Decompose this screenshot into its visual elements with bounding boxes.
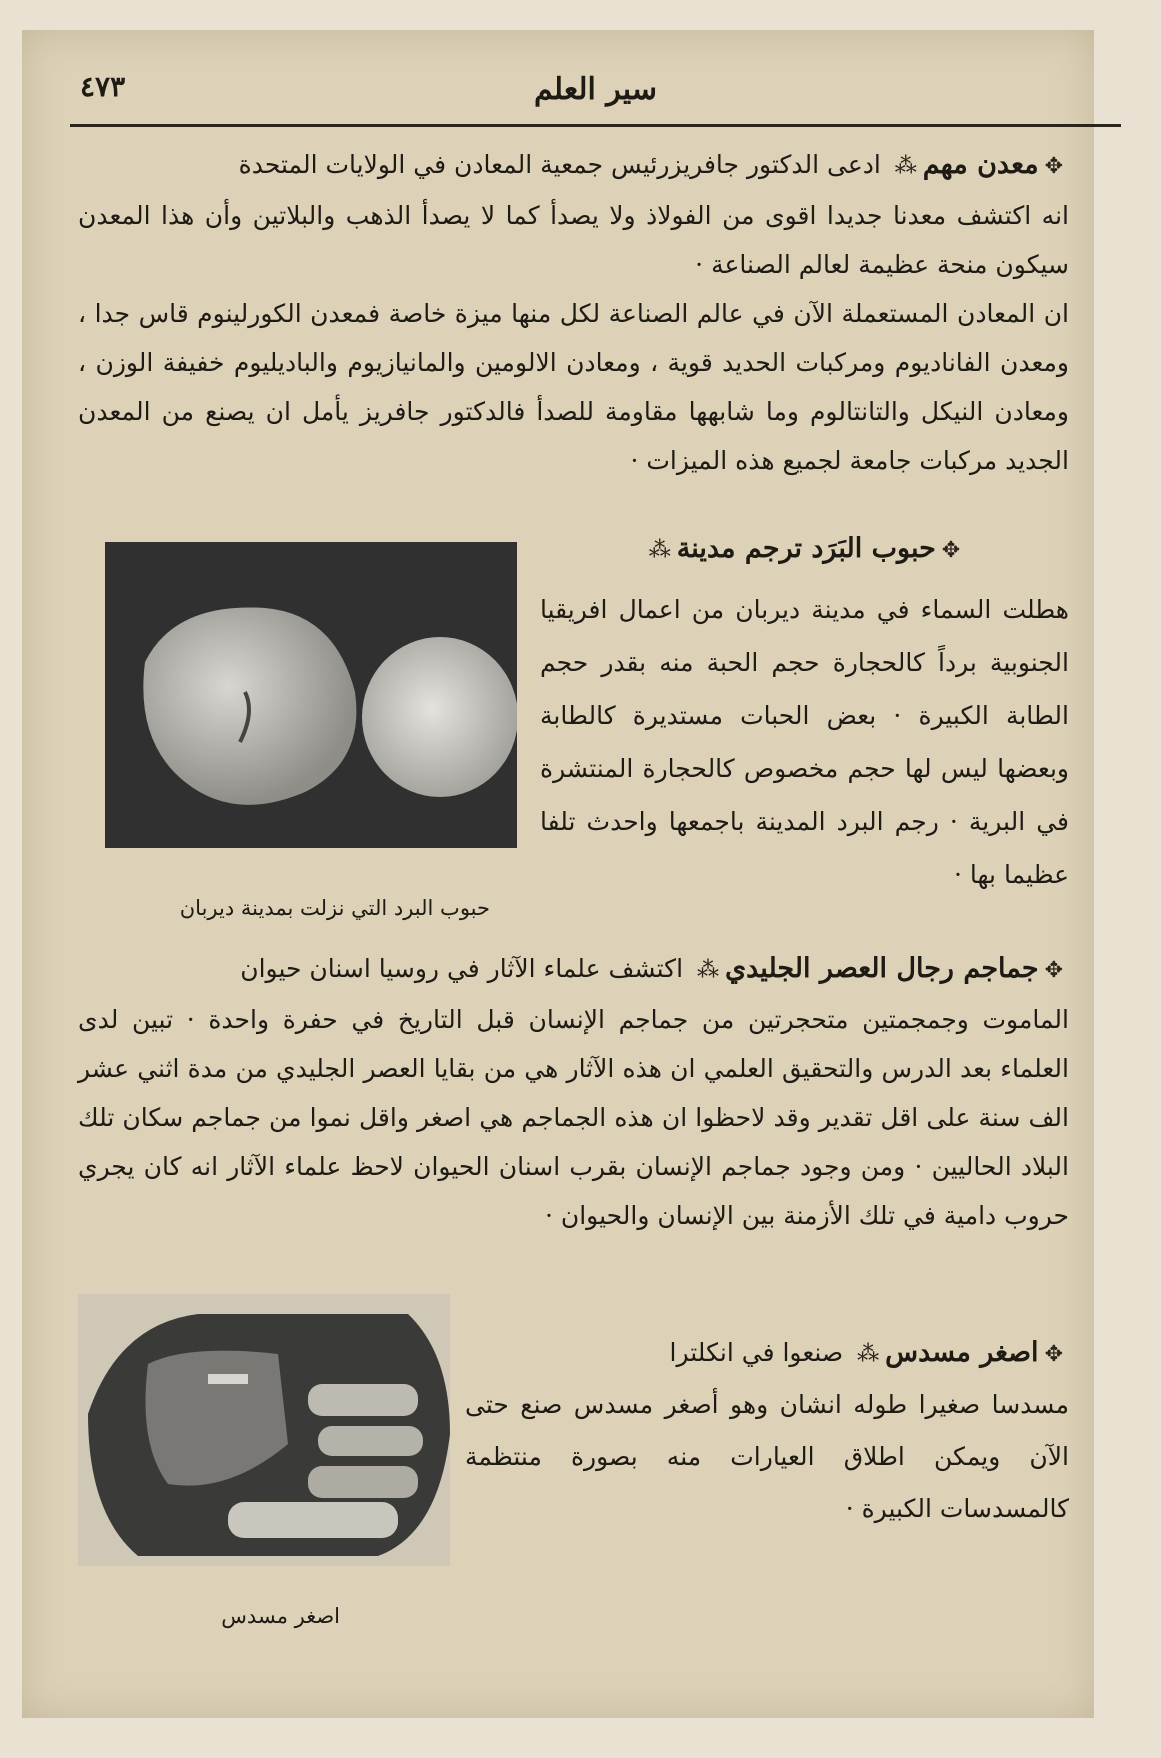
section-skulls-lead: اكتشف علماء الآثار في روسيا اسنان حيوان <box>240 954 684 983</box>
section-pistol-first-line <box>465 1328 1069 1379</box>
section-pistol <box>465 1328 1069 1535</box>
ornament-icon: ⁂ <box>857 1342 880 1367</box>
hailstones-caption: حبوب البرد التي نزلت بمدينة ديربان <box>179 896 490 920</box>
section-pistol-body: مسدسا صغيرا طوله انشان وهو أصغر مسدس صنع حتى الآن ويمكن اطلاق العيارات منه بصورة منتظمة كالمسدسات الكبيرة · <box>465 1390 1069 1523</box>
section-skulls <box>78 944 1069 1240</box>
section-mineral <box>78 140 1069 485</box>
section-mineral-title: معدن مهم <box>922 149 1039 180</box>
section-mineral-lead: ادعى الدكتور جافريزرئيس جمعية المعادن في الولايات المتحدة <box>238 150 881 179</box>
ornament-icon: ⁂ <box>696 958 719 983</box>
pistol-image <box>78 1294 450 1566</box>
section-skulls-body: الماموت وجمجمتين متحجرتين من جماجم الإنسان قبل التاريخ في حفرة واحدة · تبين لدى العلماء بعد الدرس والتحقيق العلمي ان هذه الآثار هي من بقايا العصر الجليدي من مدة اثني عشر الف سنة على اقل تقدير وقد لاحظوا ان هذه الجماجم هي اصغر واقل نموا من جماجم سكان تلك البلاد الحاليين · ومن وجود جماجم الإنسان بقرب اسنان الحيوان لاحظ علماء الآثار انه كان يجري حروب دامية في تلك الأزمنة بين الإنسان والحيوان · <box>78 1005 1069 1230</box>
pistol-caption: اصغر مسدس <box>221 1604 340 1628</box>
section-mineral-paragraph-2: ان المعادن المستعملة الآن في عالم الصناعة لكل منها ميزة خاصة فمعدن الكورلينوم قاس جدا ، ومعدن الفاناديوم ومركبات الحديد قوية ، ومعادن الالومين والمانيازيوم والباديليوم خفيفة الوزن ، ومعادن النيكل والتانتالوم وما شابهها مقاومة للصدأ فالدكتور جافريز يأمل ان يصنع من المعدن الجديد مركبات جامعة لجميع هذه الميزات · <box>78 299 1069 475</box>
ornament-icon: ✥ <box>1044 1342 1063 1367</box>
section-pistol-title: اصغر مسدس <box>885 1337 1039 1368</box>
section-hail-body: هطلت السماء في مدينة ديربان من اعمال افريقيا الجنوبية برداً كالحجارة حجم الحبة منه بقدر حجم الطابة الكبيرة · بعض الحبات مستديرة كالطابة وبعضها ليس لها حجم مخصوص كالحجارة المنتشرة في البرية · رجم البرد المدينة باجمعها واحدث تلفا عظيما بها · <box>540 595 1069 889</box>
ornament-icon: ⁂ <box>894 154 917 179</box>
pistol-photo <box>78 1294 450 1566</box>
section-skulls-first-line <box>78 944 1069 995</box>
section-hail <box>540 524 1069 901</box>
section-mineral-first-line <box>78 140 1069 191</box>
section-hail-title: حبوب البَرَد ترجم مدينة <box>676 533 936 564</box>
running-title: سير العلم <box>533 72 658 107</box>
hailstones-photo <box>105 542 517 848</box>
page-number: ٤٧٣ <box>80 70 126 103</box>
section-pistol-lead: صنعوا في انكلترا <box>669 1338 844 1367</box>
section-mineral-paragraph-1: انه اكتشف معدنا جديدا اقوى من الفولاذ ولا يصدأ كما لا يصدأ الذهب والبلاتين وأن هذا المعدن سيكون منحة عظيمة لعالم الصناعة · <box>78 201 1069 279</box>
section-skulls-title: جماجم رجال العصر الجليدي <box>724 953 1039 984</box>
ornament-icon: ✥ <box>1044 958 1063 983</box>
ornament-icon: ✥ <box>1044 154 1063 179</box>
header-rule <box>70 124 1121 127</box>
ornament-icon: ⁂ <box>648 538 671 563</box>
page-header <box>70 52 1121 112</box>
section-hail-heading <box>540 524 1069 575</box>
ornament-icon: ✥ <box>941 538 961 563</box>
hailstones-image <box>105 542 517 848</box>
